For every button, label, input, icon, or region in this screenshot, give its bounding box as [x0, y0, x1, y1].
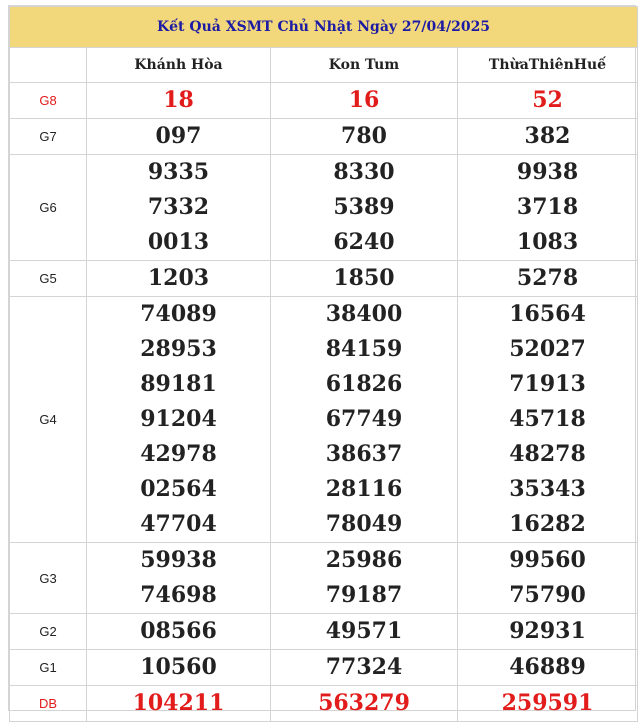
prize-number: 52027 [509, 336, 586, 362]
prize-cell [87, 686, 271, 722]
prize-cell [87, 614, 271, 650]
prize-label: DB [10, 686, 87, 722]
prize-row-g4 [10, 297, 638, 543]
prize-number: 16564 [509, 301, 586, 327]
prize-number: 9938 [516, 159, 579, 185]
prize-number: 28953 [140, 336, 217, 362]
prize-number: 7332 [147, 194, 210, 220]
prize-number: 25986 [325, 547, 403, 573]
prize-cell [271, 650, 458, 686]
title-row [10, 7, 638, 48]
prize-cell [271, 83, 458, 119]
prize-cell [271, 119, 458, 155]
prize-number: 8330 [333, 159, 395, 185]
prize-row-g2 [10, 614, 638, 650]
prize-number: 74698 [140, 582, 217, 608]
prize-number: 77324 [325, 654, 403, 680]
prize-cell [87, 543, 271, 614]
results-table-container [8, 5, 636, 716]
prize-cell [458, 119, 638, 155]
prize-label: G3 [10, 543, 87, 614]
prize-row-g7 [10, 119, 638, 155]
prize-number: 45718 [509, 406, 586, 432]
prize-number: 1083 [516, 229, 579, 255]
prize-number: 16282 [509, 511, 586, 537]
prize-label: G6 [10, 155, 87, 261]
prize-cell [458, 155, 638, 261]
prize-number: 75790 [509, 582, 586, 608]
table-title: Kết Quả XSMT Chủ Nhật Ngày 27/04/2025 [10, 7, 638, 48]
prize-label: G5 [10, 261, 87, 297]
prize-number: 91204 [140, 406, 217, 432]
prize-number: 02564 [140, 476, 217, 502]
prize-number: 48278 [509, 441, 586, 467]
prize-number: 49571 [325, 618, 403, 644]
header-empty-cell [10, 48, 87, 83]
prize-cell [458, 297, 638, 543]
prize-number: 78049 [325, 511, 403, 537]
prize-row-g5 [10, 261, 638, 297]
prize-cell [87, 119, 271, 155]
prize-cell [458, 614, 638, 650]
prize-row-g6 [10, 155, 638, 261]
prize-number: 38400 [325, 301, 403, 327]
prize-number: 3718 [516, 194, 579, 220]
prize-number: 18 [163, 87, 194, 113]
prize-number: 35343 [509, 476, 586, 502]
prize-number: 59938 [140, 547, 217, 573]
prize-number: 9335 [147, 159, 210, 185]
prize-label: G8 [10, 83, 87, 119]
prize-number: 52 [532, 87, 563, 113]
prize-cell [271, 614, 458, 650]
prize-cell [458, 650, 638, 686]
prize-cell [271, 543, 458, 614]
prize-number: 104211 [132, 690, 225, 716]
prize-row-g1 [10, 650, 638, 686]
prize-cell [87, 297, 271, 543]
prize-label: G4 [10, 297, 87, 543]
prize-number: 28116 [325, 476, 403, 502]
prize-cell [87, 650, 271, 686]
prize-number: 5278 [516, 265, 579, 291]
prize-number: 89181 [140, 371, 217, 397]
prize-number: 74089 [140, 301, 217, 327]
prize-cell [458, 686, 638, 722]
prize-number: 382 [524, 123, 571, 149]
results-table-body [10, 7, 638, 722]
prize-number: 79187 [325, 582, 403, 608]
prize-number: 38637 [325, 441, 403, 467]
header-row [10, 48, 638, 83]
prize-cell [271, 261, 458, 297]
prize-cell [271, 297, 458, 543]
prize-number: 47704 [140, 511, 217, 537]
header-province-2: Kon Tum [271, 48, 458, 83]
prize-label: G2 [10, 614, 87, 650]
prize-number: 097 [155, 123, 202, 149]
prize-number: 67749 [325, 406, 403, 432]
prize-number: 61826 [325, 371, 403, 397]
prize-cell [271, 686, 458, 722]
prize-cell [458, 261, 638, 297]
prize-number: 10560 [140, 654, 217, 680]
prize-number: 1850 [333, 265, 395, 291]
prize-number: 0013 [147, 229, 210, 255]
prize-number: 5389 [333, 194, 395, 220]
prize-number: 42978 [140, 441, 217, 467]
prize-cell [87, 83, 271, 119]
prize-number: 84159 [325, 336, 403, 362]
prize-label: G1 [10, 650, 87, 686]
header-province-1: Khánh Hòa [87, 48, 271, 83]
prize-cell [458, 83, 638, 119]
prize-number: 46889 [509, 654, 586, 680]
prize-number: 08566 [140, 618, 217, 644]
prize-row-db [10, 686, 638, 722]
prize-number: 71913 [509, 371, 586, 397]
lottery-results-table [9, 6, 638, 722]
prize-cell [87, 155, 271, 261]
prize-cell [87, 261, 271, 297]
prize-label: G7 [10, 119, 87, 155]
prize-row-g3 [10, 543, 638, 614]
prize-number: 99560 [509, 547, 586, 573]
prize-number: 1203 [147, 265, 210, 291]
prize-number: 780 [341, 123, 387, 149]
prize-cell [458, 543, 638, 614]
prize-number: 92931 [509, 618, 586, 644]
prize-row-g8 [10, 83, 638, 119]
prize-number: 6240 [333, 229, 395, 255]
prize-number: 259591 [501, 690, 594, 716]
prize-number: 563279 [318, 690, 410, 716]
header-province-3: ThừaThiênHuế [458, 48, 638, 83]
prize-cell [271, 155, 458, 261]
prize-number: 16 [348, 87, 380, 113]
